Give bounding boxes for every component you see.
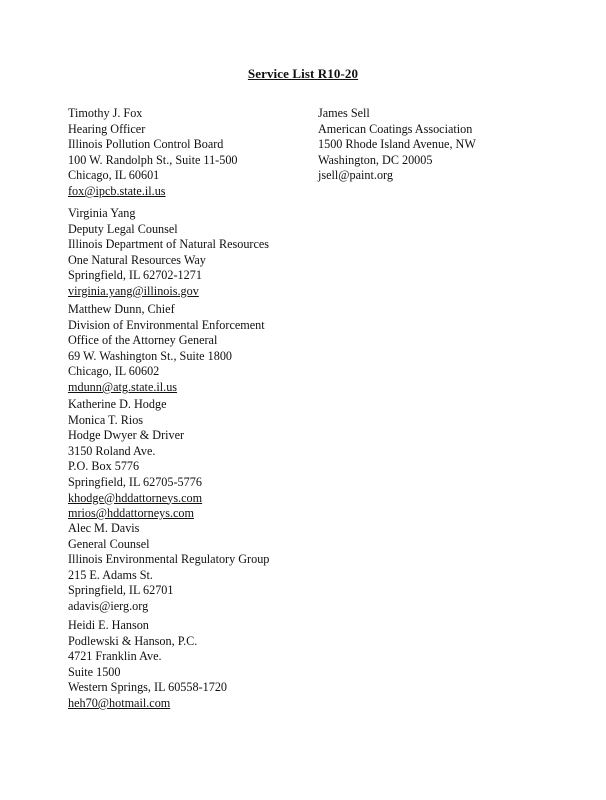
contact-block-dunn <box>68 302 265 396</box>
contact-block-davis <box>68 521 269 615</box>
page-title: Service List R10-20 <box>247 66 359 81</box>
contact-email-link[interactable]: mrios@hddattorneys.com <box>68 506 194 521</box>
contact-organization: Hodge Dwyer & Driver <box>68 428 185 443</box>
contact-city: Springfield, IL 62702-1271 <box>68 268 202 283</box>
contact-name: Heidi E. Hanson <box>68 618 149 632</box>
contact-block-yang <box>68 206 269 300</box>
contact-city: Springfield, IL 62705-5776 <box>68 474 202 489</box>
contact-organization: American Coatings Association <box>318 121 473 136</box>
contact-address: 3150 Roland Ave. <box>68 443 156 458</box>
contact-address: 4721 Franklin Ave. <box>68 649 162 664</box>
contact-organization: Illinois Pollution Control Board <box>68 137 224 152</box>
contact-city: Washington, DC 20005 <box>318 152 433 167</box>
contact-organization: Podlewski & Hanson, P.C. <box>68 633 198 648</box>
contact-email-link[interactable]: fox@ipcb.state.il.us <box>68 183 166 198</box>
contact-email-link[interactable]: adavis@ierg.org <box>68 598 149 613</box>
contact-title: General Counsel <box>68 536 150 551</box>
contact-po-box: P.O. Box 5776 <box>68 459 140 474</box>
contact-address: 215 E. Adams St. <box>68 567 153 582</box>
contact-email-link[interactable]: mdunn@atg.state.il.us <box>68 379 178 394</box>
contact-name: Monica T. Rios <box>68 412 144 427</box>
contact-email-link[interactable]: khodge@hddattorneys.com <box>68 490 203 505</box>
contact-suite: Suite 1500 <box>68 664 121 679</box>
contact-name: Alec M. Davis <box>68 521 140 535</box>
contact-email-link[interactable]: heh70@hotmail.com <box>68 695 171 710</box>
contact-organization: Illinois Environmental Regulatory Group <box>68 552 270 567</box>
contact-city: Springfield, IL 62701 <box>68 583 174 598</box>
contact-name: Virginia Yang <box>68 206 136 220</box>
contact-block-hanson <box>68 618 227 712</box>
contact-division: Division of Environmental Enforcement <box>68 317 265 332</box>
contact-address: 100 W. Randolph St., Suite 11-500 <box>68 152 238 167</box>
contact-city: Western Springs, IL 60558-1720 <box>68 680 228 695</box>
contact-address: 69 W. Washington St., Suite 1800 <box>68 348 233 363</box>
contact-name: Matthew Dunn, Chief <box>68 302 175 316</box>
contact-name: Timothy J. Fox <box>68 106 143 120</box>
contact-organization: Office of the Attorney General <box>68 333 218 348</box>
contact-address: One Natural Resources Way <box>68 252 206 267</box>
contact-city: Chicago, IL 60601 <box>68 168 160 183</box>
contact-organization: Illinois Department of Natural Resources <box>68 237 270 252</box>
contact-title: Hearing Officer <box>68 121 146 136</box>
contact-block-hodge <box>68 397 202 522</box>
contact-name: James Sell <box>318 106 370 120</box>
contact-address: 1500 Rhode Island Avenue, NW <box>318 137 476 152</box>
contact-title: Deputy Legal Counsel <box>68 221 178 236</box>
contact-email-link[interactable]: virginia.yang@illinois.gov <box>68 283 199 298</box>
contact-block-fox <box>68 106 238 200</box>
contact-name: Katherine D. Hodge <box>68 397 167 411</box>
contact-block-sell <box>318 106 476 184</box>
contact-email-link[interactable]: jsell@paint.org <box>318 168 393 183</box>
contact-city: Chicago, IL 60602 <box>68 364 160 379</box>
